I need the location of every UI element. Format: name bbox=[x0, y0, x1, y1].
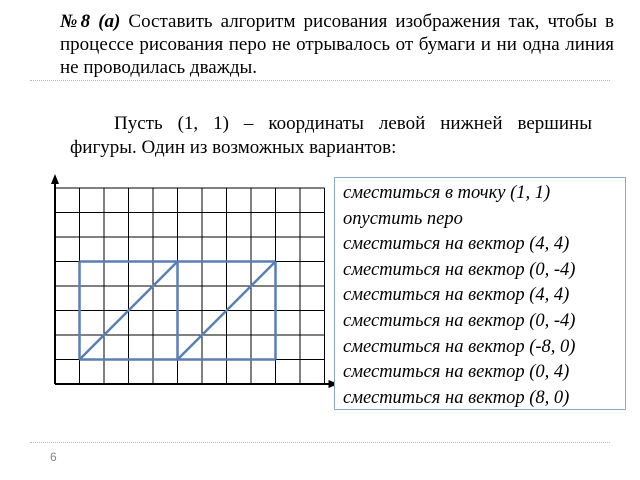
algorithm-step: сместиться в точку (1, 1) bbox=[343, 183, 551, 203]
algorithm-step: сместиться на вектор (4, 4) bbox=[343, 285, 570, 306]
algorithm-step: сместиться на вектор (4, 4) bbox=[343, 234, 570, 255]
algorithm-step: сместиться на вектор (8, 0) bbox=[343, 387, 570, 408]
algorithm-step: сместиться на вектор (0, -4) bbox=[343, 310, 576, 331]
algorithm-step: опустить перо bbox=[343, 208, 463, 229]
task-number: №8 (а) bbox=[60, 11, 121, 32]
algorithm-box bbox=[334, 177, 626, 410]
algorithm-step: сместиться на вектор (-8, 0) bbox=[343, 336, 576, 357]
y-axis-arrow bbox=[51, 174, 59, 184]
intro-text: Пусть (1, 1) – координаты левой нижней вершины фигуры. Один из возможных вариантов: bbox=[70, 113, 592, 158]
algorithm-step: сместиться на вектор (0, 4) bbox=[343, 362, 570, 383]
bottom-divider bbox=[30, 442, 610, 443]
task-text: Составить алгоритм рисования изображения так, чтобы в процессе рисования перо не отрывалось от бумаги и ни одна линия не проводилась дважды. bbox=[60, 11, 615, 78]
page-number: 6 bbox=[50, 450, 57, 464]
algorithm-step: сместиться на вектор (0, -4) bbox=[343, 259, 576, 280]
